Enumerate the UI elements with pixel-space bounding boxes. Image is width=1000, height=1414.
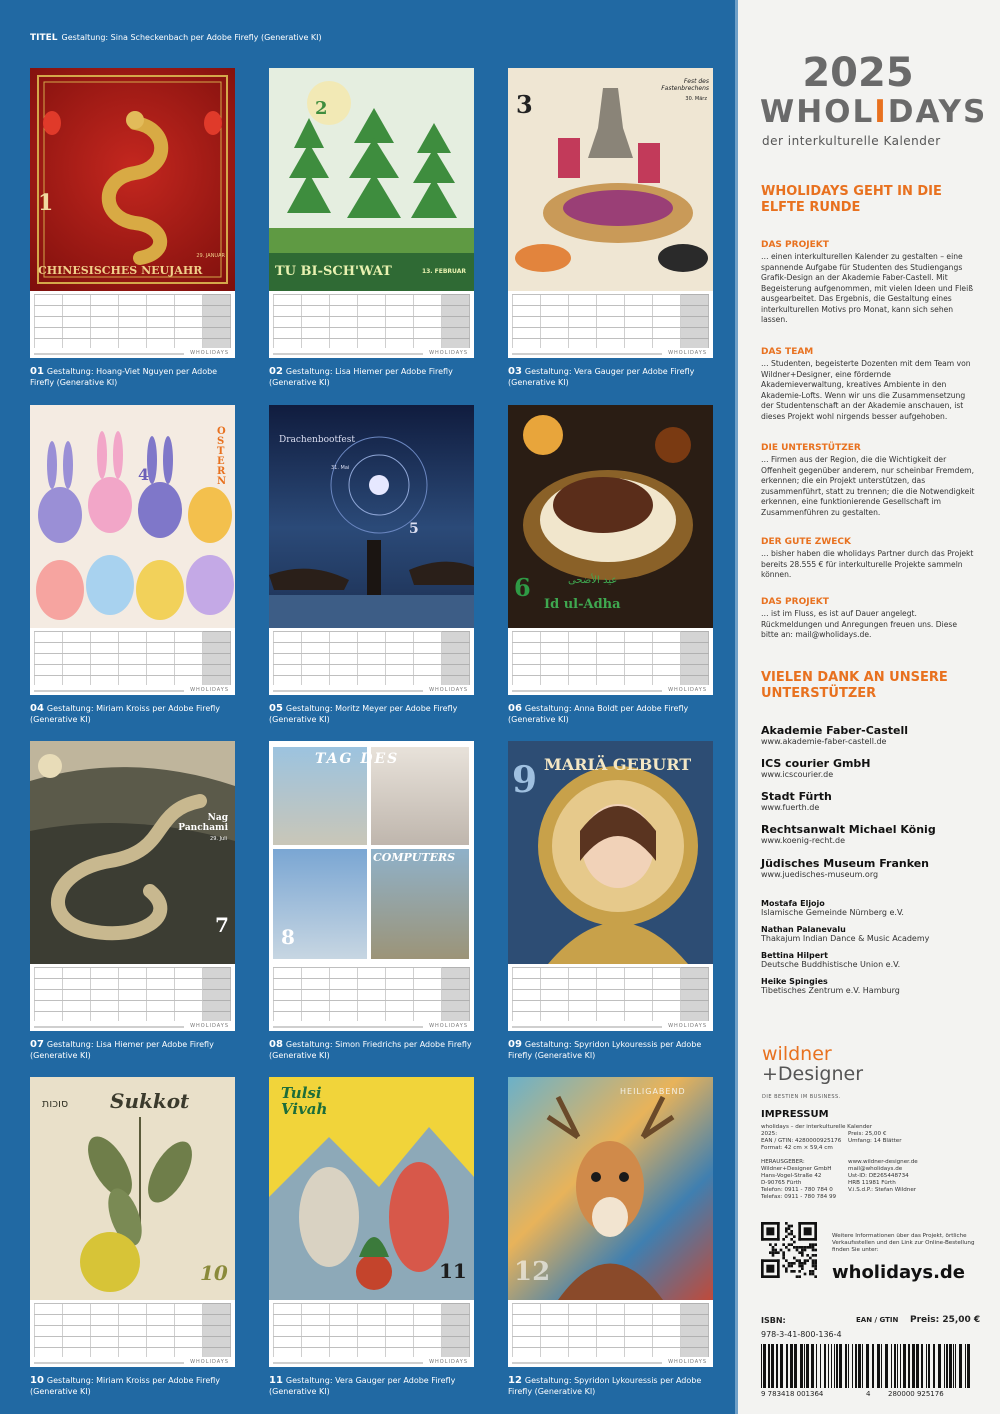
bunnies-illustration: [30, 405, 235, 628]
caption-credit: Gestaltung: Miriam Kroiss per Adobe Firefly (Generative KI): [30, 704, 221, 724]
section-text: … Firmen aus der Region, die die Wichtigkeit der Offenheit gegenüber anderem, nur scheinbar Fremdem, erkennen; die ein Projekt unterstützen, das zusammenführt, statt zu trennen; die die Notwendigkeit erkennen, eine funktionierende Gesellschaft im Zusammenführen zu gestalten.: [761, 455, 975, 517]
website-link[interactable]: wholidays.de: [832, 1262, 966, 1283]
brand-accent-i: I: [874, 94, 888, 130]
sponsor-url[interactable]: www.akademie-faber-castell.de: [761, 737, 887, 746]
impressum-line: mail@wholidays.de: [848, 1166, 903, 1172]
footer-logo: WHOLIDAYS: [668, 1023, 707, 1029]
child-illustration: [508, 741, 713, 964]
section-project: [761, 240, 976, 326]
month-tile-07[interactable]: [30, 741, 235, 1031]
month-tile-08[interactable]: [269, 741, 474, 1031]
section-heading: DER GUTE ZWECK: [761, 537, 851, 547]
sunday-column: [681, 631, 709, 685]
section-heading: DAS TEAM: [761, 347, 814, 357]
footer-bar: [273, 1362, 423, 1364]
caption-credit: Gestaltung: Anna Boldt per Adobe Firefly (Generative KI): [508, 704, 689, 724]
partner-name: Nathan Palanevalu: [761, 925, 846, 934]
sunday-column: [442, 967, 470, 1021]
sunday-column: [681, 294, 709, 348]
month-grid: [512, 1303, 709, 1357]
sponsor-name: Jüdisches Museum Franken: [761, 857, 930, 870]
caption-07: [30, 1039, 240, 1061]
section-heading: DIE UNTERSTÜTZER: [761, 443, 861, 453]
holiday-name: Sukkot: [110, 1089, 190, 1113]
barcode-icon: [761, 1344, 974, 1388]
impressum-line: [848, 1124, 978, 1131]
month-grid: [273, 1303, 470, 1357]
holiday-name-hebrew: סוכות: [42, 1097, 69, 1110]
sponsor-url[interactable]: www.icscourier.de: [761, 770, 834, 779]
month-number: 6: [514, 573, 531, 602]
impressum-heading: IMPRESSUM: [761, 1109, 829, 1120]
price: Preis: 25,00 €: [910, 1315, 981, 1325]
holiday-date: 13. FEBRUAR: [421, 268, 466, 275]
partner-org: Thakajum Indian Dance & Music Academy: [761, 934, 930, 943]
holiday-name-2: COMPUTERS: [373, 851, 456, 864]
footer-logo: WHOLIDAYS: [190, 1359, 229, 1365]
holiday-name: HEILIGABEND: [620, 1087, 686, 1096]
qr-note: Weitere Informationen über das Projekt, örtliche Verkaufsstellen und den Link zur Online-Bestellung finden Sie unter:: [832, 1233, 975, 1253]
isbn-label: ISBN:: [761, 1316, 786, 1325]
impressum-line: www.wildner-designer.de: [848, 1159, 918, 1165]
caption-08: [269, 1039, 479, 1061]
impressum-line: Ust-ID: DE265448734: [848, 1173, 909, 1179]
caption-10: [30, 1375, 240, 1397]
footer-logo: WHOLIDAYS: [190, 1023, 229, 1029]
month-number: 2: [315, 98, 328, 119]
impressum-line: EAN / GTIN: 4280000925176: [761, 1138, 842, 1144]
footer-bar: [273, 690, 423, 692]
sponsor-url[interactable]: www.fuerth.de: [761, 803, 820, 812]
title-label: TITEL: [30, 33, 58, 43]
sunday-column: [681, 1303, 709, 1357]
month-grid: [512, 294, 709, 348]
month-number: 7: [215, 913, 229, 937]
footer-logo: WHOLIDAYS: [190, 350, 229, 356]
sunday-column: [681, 967, 709, 1021]
impressum-line: Telefax: 0911 - 780 784 99: [761, 1194, 837, 1200]
caption-number: 02: [269, 366, 283, 377]
holiday-name: TAG DES: [315, 751, 400, 767]
caption-06: [508, 703, 718, 725]
holiday-date: 30. März: [685, 96, 707, 102]
footer-bar: [273, 1026, 423, 1028]
footer-logo: WHOLIDAYS: [429, 687, 468, 693]
partner-3: [761, 951, 981, 969]
footer-logo: WHOLIDAYS: [429, 1359, 468, 1365]
section-text: … einen interkulturellen Kalender zu gestalten – eine spannende Aufgabe für Studenten des Studiengangs Grafik-Design an der Akademie Faber-Castell. Mit Begeisterung aufgenommen, mit vielen Ideen und Fleiß ausgearbeitet. Das Ergebnis, die Gestaltung eines interkulturellen Motivs pro Monat, kann sich sehen lassen.: [761, 252, 973, 324]
title-credit: [30, 33, 322, 43]
holiday-name: Fest des Fastenbrechens: [661, 78, 709, 92]
artwork-november: [269, 1077, 474, 1300]
holiday-name: Nag Panchami: [178, 813, 228, 833]
caption-credit: Gestaltung: Spyridon Lykouressis per Adobe Firefly (Generative KI): [508, 1040, 702, 1060]
section-heading: DAS PROJEKT: [761, 597, 829, 607]
caption-credit: Gestaltung: Vera Gauger per Adobe Firefly (Generative KI): [269, 1376, 456, 1396]
isbn-value: 978-3-41-800-136-4: [761, 1330, 842, 1339]
caption-01: [30, 366, 240, 388]
artwork-june: [508, 405, 713, 628]
month-grid: [34, 1303, 231, 1357]
month-tile-01[interactable]: [30, 68, 235, 358]
caption-number: 10: [30, 1375, 44, 1386]
footer-bar: [512, 353, 662, 355]
section-team: [761, 347, 976, 422]
holiday-date: عيد الأضحى: [568, 575, 618, 586]
agency-line-2: +Designer: [762, 1063, 864, 1085]
impressum-line: [848, 1145, 978, 1152]
artwork-february: [269, 68, 474, 291]
partner-org: Deutsche Buddhistische Union e.V.: [761, 960, 901, 969]
caption-number: 09: [508, 1039, 522, 1050]
impressum-right: [848, 1124, 978, 1194]
month-grid: [273, 631, 470, 685]
month-tile-02[interactable]: [269, 68, 474, 358]
artwork-january: [30, 68, 235, 291]
qr-code-icon[interactable]: [761, 1222, 817, 1278]
month-grid: [273, 967, 470, 1021]
month-grid: [34, 967, 231, 1021]
ean-label: EAN / GTIN: [856, 1316, 899, 1324]
barcode-number-mid: 4: [866, 1390, 871, 1398]
month-tile-10[interactable]: [30, 1077, 235, 1367]
month-grid: [34, 631, 231, 685]
holiday-name: TU BI-SCH'WAT: [275, 264, 392, 279]
footer-bar: [34, 690, 184, 692]
month-number: 12: [514, 1257, 551, 1287]
sunday-column: [442, 294, 470, 348]
agency-line-1: wildner: [762, 1043, 832, 1065]
caption-credit: Gestaltung: Vera Gauger per Adobe Firefly (Generative KI): [508, 367, 695, 387]
sponsor-name: Rechtsanwalt Michael König: [761, 823, 936, 836]
partner-org: Islamische Gemeinde Nürnberg e.V.: [761, 908, 904, 917]
section-supporters: [761, 443, 976, 518]
brand-part-2: DAYS: [887, 94, 988, 130]
month-grid: [273, 294, 470, 348]
brand-logo: [760, 94, 987, 130]
caption-credit: Gestaltung: Moritz Meyer per Adobe Firefly (Generative KI): [269, 704, 458, 724]
thanks-heading: VIELEN DANK AN UNSERE UNTERSTÜTZER: [761, 670, 948, 701]
sunday-column: [442, 1303, 470, 1357]
partner-4: [761, 977, 981, 995]
month-tile-04[interactable]: [30, 405, 235, 695]
sponsor-3: [761, 790, 981, 812]
holiday-name: Id ul-Adha: [544, 597, 621, 612]
holiday-date: 29. JANUAR: [196, 253, 225, 259]
artwork-august: [269, 741, 474, 964]
artwork-october: [30, 1077, 235, 1300]
impressum-line: Umfang: 14 Blätter: [848, 1138, 902, 1144]
caption-credit: Gestaltung: Hoang-Viet Nguyen per Adobe Firefly (Generative KI): [30, 367, 218, 387]
holiday-name: Drachenbootfest: [279, 435, 355, 445]
month-tile-06[interactable]: [508, 405, 713, 695]
cobra-illustration: [30, 741, 235, 964]
impressum-line: Preis: 25,00 €: [848, 1131, 887, 1137]
holiday-date: 31. Mai: [331, 465, 350, 471]
month-tile-09[interactable]: [508, 741, 713, 1031]
artwork-july: [30, 741, 235, 964]
partner-org: Tibetisches Zentrum e.V. Hamburg: [761, 986, 900, 995]
month-number: 9: [512, 759, 538, 801]
footer-logo: WHOLIDAYS: [429, 1023, 468, 1029]
holiday-name: MARIÄ GEBURT: [544, 755, 692, 774]
partner-2: [761, 925, 981, 943]
footer-bar: [34, 1026, 184, 1028]
sunday-column: [203, 631, 231, 685]
dish-illustration: [508, 405, 713, 628]
caption-credit: Gestaltung: Miriam Kroiss per Adobe Firefly (Generative KI): [30, 1376, 221, 1396]
caption-number: 06: [508, 703, 522, 714]
month-number: 10: [200, 1261, 228, 1285]
impressum-line: [848, 1152, 978, 1159]
caption-number: 07: [30, 1039, 44, 1050]
impressum-line: Wildner+Designer GmbH: [761, 1166, 832, 1172]
month-grid: [512, 631, 709, 685]
agency-tagline: DIE BESTIEN IM BUSINESS.: [762, 1094, 841, 1100]
section-text: … bisher haben die wholidays Partner durch das Projekt bereits 28.555 € für interkulturelle Projekte sammeln können.: [761, 549, 974, 579]
month-grid: [34, 294, 231, 348]
caption-03: [508, 366, 718, 388]
barcode-number-left: 9 783418 001364: [761, 1390, 824, 1398]
caption-credit: Gestaltung: Simon Friedrichs per Adobe Firefly (Generative KI): [269, 1040, 472, 1060]
footer-bar: [512, 1026, 662, 1028]
sponsor-4: [761, 823, 981, 845]
month-tile-12[interactable]: [508, 1077, 713, 1367]
feast-illustration: [508, 68, 713, 291]
partner-name: Mostafa Eljojo: [761, 899, 825, 908]
footer-logo: WHOLIDAYS: [668, 350, 707, 356]
caption-number: 12: [508, 1375, 522, 1386]
brand-subtitle: der interkulturelle Kalender: [762, 134, 941, 148]
year: 2025: [802, 50, 914, 96]
caption-credit: Gestaltung: Spyridon Lykouressis per Adobe Firefly (Generative KI): [508, 1376, 702, 1396]
month-number: 3: [516, 90, 533, 119]
brand-part-1: WHOL: [760, 94, 875, 130]
sponsor-url[interactable]: www.koenig-recht.de: [761, 836, 846, 845]
sunday-column: [442, 631, 470, 685]
section-heading: DAS PROJEKT: [761, 240, 829, 250]
impressum-line: Telefon: 0911 - 780 784 0: [761, 1187, 833, 1193]
artwork-may: [269, 405, 474, 628]
section-cause: [761, 537, 976, 581]
impressum-line: wholidays – der interkulturelle Kalender 2025:: [761, 1124, 872, 1137]
caption-credit: Gestaltung: Lisa Hiemer per Adobe Firefly (Generative KI): [269, 367, 453, 387]
impressum-line: HERAUSGEBER:: [761, 1159, 805, 1165]
impressum-line: Format: 42 cm × 59,4 cm: [761, 1145, 833, 1151]
caption-number: 08: [269, 1039, 283, 1050]
month-number: 11: [439, 1259, 467, 1283]
holiday-name: Tulsi Vivah: [281, 1084, 328, 1118]
impressum-line: Hans-Vogel-Straße 42: [761, 1173, 822, 1179]
sponsor-name: ICS courier GmbH: [761, 757, 871, 770]
month-grid: [512, 967, 709, 1021]
partner-1: [761, 899, 981, 917]
caption-12: [508, 1375, 718, 1397]
info-panel: [738, 0, 1000, 1414]
month-number: 1: [38, 190, 54, 216]
holiday-name: CHINESISCHES NEUJAHR: [38, 264, 203, 277]
caption-02: [269, 366, 479, 388]
month-number: 5: [409, 521, 419, 537]
footer-logo: WHOLIDAYS: [429, 350, 468, 356]
footer-logo: WHOLIDAYS: [668, 687, 707, 693]
caption-number: 01: [30, 366, 44, 377]
partner-name: Heike Spingies: [761, 977, 828, 986]
partner-name: Bettina Hilpert: [761, 951, 828, 960]
month-tile-11[interactable]: [269, 1077, 474, 1367]
holiday-date: 29. Juli: [210, 836, 227, 842]
impressum-line: V.i.S.d.P.: Stefan Wildner: [848, 1187, 917, 1193]
barcode-number-right: 280000 925176: [888, 1390, 944, 1398]
caption-number: 04: [30, 703, 44, 714]
trees-illustration: [269, 68, 474, 291]
headline: WHOLIDAYS GEHT IN DIE ELFTE RUNDE: [761, 184, 942, 215]
holiday-name: OSTERN: [217, 426, 227, 487]
month-tile-05[interactable]: [269, 405, 474, 695]
footer-bar: [512, 1362, 662, 1364]
sunday-column: [203, 1303, 231, 1357]
footer-logo: WHOLIDAYS: [190, 687, 229, 693]
sponsor-url[interactable]: www.juedisches-museum.org: [761, 870, 879, 879]
section-text: … ist im Fluss, es ist auf Dauer angelegt. Rückmeldungen und Anregungen freuen uns. Diese bitte an: mail@wholidays.de.: [761, 609, 958, 639]
month-number: 8: [281, 925, 295, 949]
artwork-september: [508, 741, 713, 964]
sponsor-name: Akademie Faber-Castell: [761, 724, 909, 737]
sponsor-1: [761, 724, 981, 746]
artwork-december: [508, 1077, 713, 1300]
footer-logo: WHOLIDAYS: [668, 1359, 707, 1365]
agency-logo: [762, 1044, 863, 1084]
title-credit-text: Gestaltung: Sina Scheckenbach per Adobe Firefly (Generative KI): [61, 33, 322, 42]
photo-computer-2: [371, 849, 469, 959]
month-tile-03[interactable]: [508, 68, 713, 358]
footer-bar: [34, 1362, 184, 1364]
caption-number: 03: [508, 366, 522, 377]
impressum-line: HRB 11981 Fürth: [848, 1180, 896, 1186]
caption-09: [508, 1039, 718, 1061]
caption-05: [269, 703, 479, 725]
footer-bar: [34, 353, 184, 355]
month-number: 4: [138, 465, 150, 484]
sponsor-name: Stadt Fürth: [761, 790, 832, 803]
sunday-column: [203, 294, 231, 348]
caption-credit: Gestaltung: Lisa Hiemer per Adobe Firefly (Generative KI): [30, 1040, 214, 1060]
footer-bar: [273, 353, 423, 355]
caption-11: [269, 1375, 479, 1397]
section-project-2: [761, 597, 976, 641]
impressum-line: D-90765 Fürth: [761, 1180, 802, 1186]
sunday-column: [203, 967, 231, 1021]
caption-number: 11: [269, 1375, 283, 1386]
section-text: … Studenten, begeisterte Dozenten mit dem Team von Wildner+Designer, eine fördernde Akademieverwaltung, kreatives Ambiente in den Akademie-Lofts. Wenn wir uns die Zusammensetzung der Studentenschaft an der Akademie anschauen, ist dieses Projekt wohl nirgends besser aufgehoben.: [761, 359, 971, 421]
footer-bar: [512, 690, 662, 692]
sponsor-2: [761, 757, 981, 779]
artwork-april: [30, 405, 235, 628]
sponsor-5: [761, 857, 981, 879]
caption-04: [30, 703, 240, 725]
artwork-march: [508, 68, 713, 291]
caption-number: 05: [269, 703, 283, 714]
